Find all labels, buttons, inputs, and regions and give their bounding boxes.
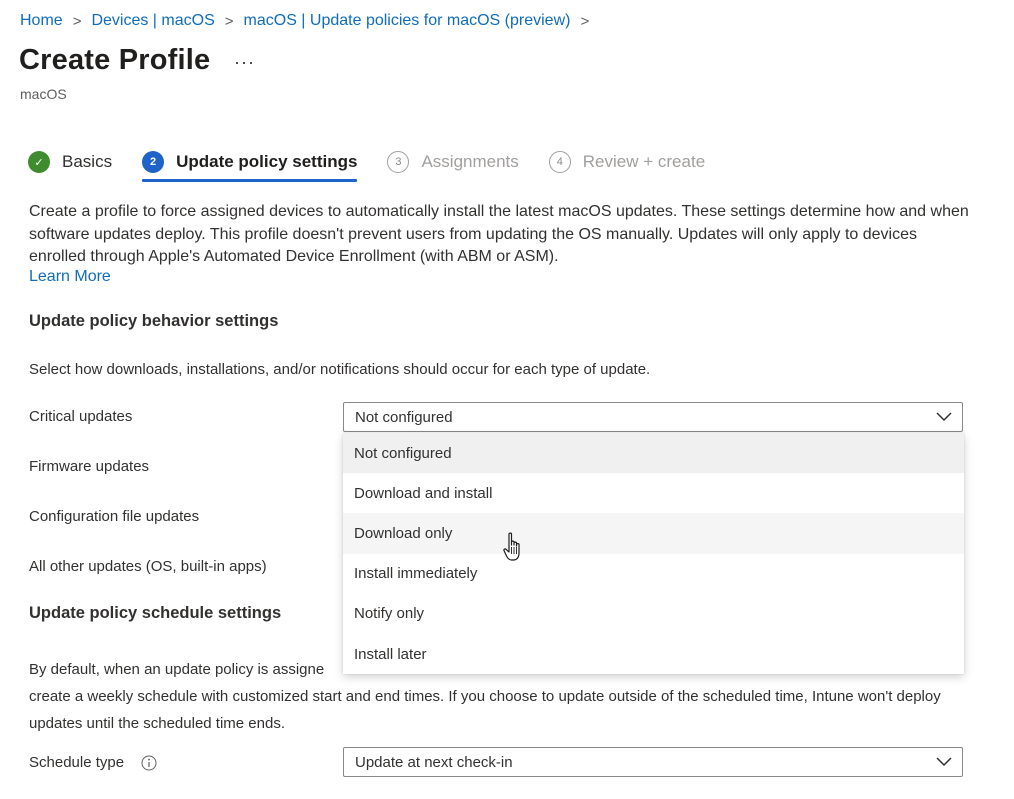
breadcrumb-home[interactable]: Home: [20, 12, 63, 29]
breadcrumb-separator: >: [580, 12, 590, 30]
chevron-up-icon: [936, 411, 952, 423]
schedule-type-label: Schedule type: [29, 754, 125, 771]
breadcrumb-separator: >: [224, 12, 234, 30]
firmware-updates-label: Firmware updates: [29, 458, 150, 475]
breadcrumb-separator: >: [72, 12, 82, 30]
option-notify-only[interactable]: Notify only: [354, 605, 425, 623]
schedule-section-heading: Update policy schedule settings: [29, 604, 282, 622]
step-basics[interactable]: [28, 148, 112, 176]
schedule-type-select[interactable]: [343, 747, 963, 777]
behavior-section-heading: Update policy behavior settings: [29, 312, 279, 330]
behavior-instructions: Select how downloads, installations, and/or notifications should occur for each type of update.: [29, 361, 651, 378]
schedule-description-rest: create a weekly schedule with customized start and end times. If you choose to update outside of the scheduled time, Intune won't deploy updates until the scheduled time ends.: [29, 688, 941, 732]
wizard-steps: [28, 148, 735, 184]
step-label: Review + create: [582, 152, 706, 171]
more-options-button[interactable]: ···: [234, 52, 255, 72]
step-number-icon: 4: [549, 151, 571, 173]
intro-description: Create a profile to force assigned devices to automatically install the latest macOS updates. These settings determine how and when software updates deploy. This profile doesn't prevent users from updating the OS manually. Updates will only apply to devices enrolled through Apple's Automated Device Enrollment (with ABM or ASM).: [29, 203, 969, 265]
step-label: Basics: [62, 152, 113, 171]
step-update-policy-settings[interactable]: [142, 148, 357, 176]
option-install-immediately[interactable]: Install immediately: [354, 565, 478, 583]
critical-updates-select[interactable]: [343, 402, 963, 432]
hand-pointer-cursor-icon: [503, 532, 525, 564]
info-icon[interactable]: [141, 755, 157, 771]
all-other-updates-label: All other updates (OS, built-in apps): [29, 558, 267, 575]
chevron-down-icon: [936, 756, 952, 768]
option-install-later[interactable]: Install later: [354, 645, 427, 663]
checkmark-icon: ✓: [28, 151, 50, 173]
breadcrumb-update-policies[interactable]: macOS | Update policies for macOS (preview): [243, 12, 571, 29]
step-number-icon: 3: [387, 151, 409, 173]
option-download-and-install[interactable]: Download and install: [354, 484, 493, 502]
option-download-only[interactable]: Download only: [343, 513, 964, 553]
step-number-icon: 2: [142, 151, 164, 173]
schedule-description-first: By default, when an update policy is assigne: [29, 661, 325, 678]
configuration-file-updates-label: Configuration file updates: [29, 508, 200, 525]
critical-updates-value: Not configured: [355, 408, 453, 426]
option-not-configured[interactable]: Not configured: [343, 433, 964, 473]
breadcrumb: [20, 10, 599, 32]
step-label: Update policy settings: [176, 152, 358, 171]
breadcrumb-devices-macos[interactable]: Devices | macOS: [91, 12, 215, 29]
critical-updates-dropdown-list: [343, 433, 964, 674]
step-review-create[interactable]: [549, 148, 705, 176]
learn-more-link[interactable]: Learn More: [29, 268, 111, 285]
step-assignments[interactable]: [387, 148, 518, 176]
page-title: Create Profile: [19, 44, 211, 76]
schedule-type-value: Update at next check-in: [355, 753, 513, 771]
critical-updates-label: Critical updates: [29, 408, 133, 425]
step-label: Assignments: [421, 152, 519, 171]
page-subtitle: macOS: [20, 86, 67, 102]
